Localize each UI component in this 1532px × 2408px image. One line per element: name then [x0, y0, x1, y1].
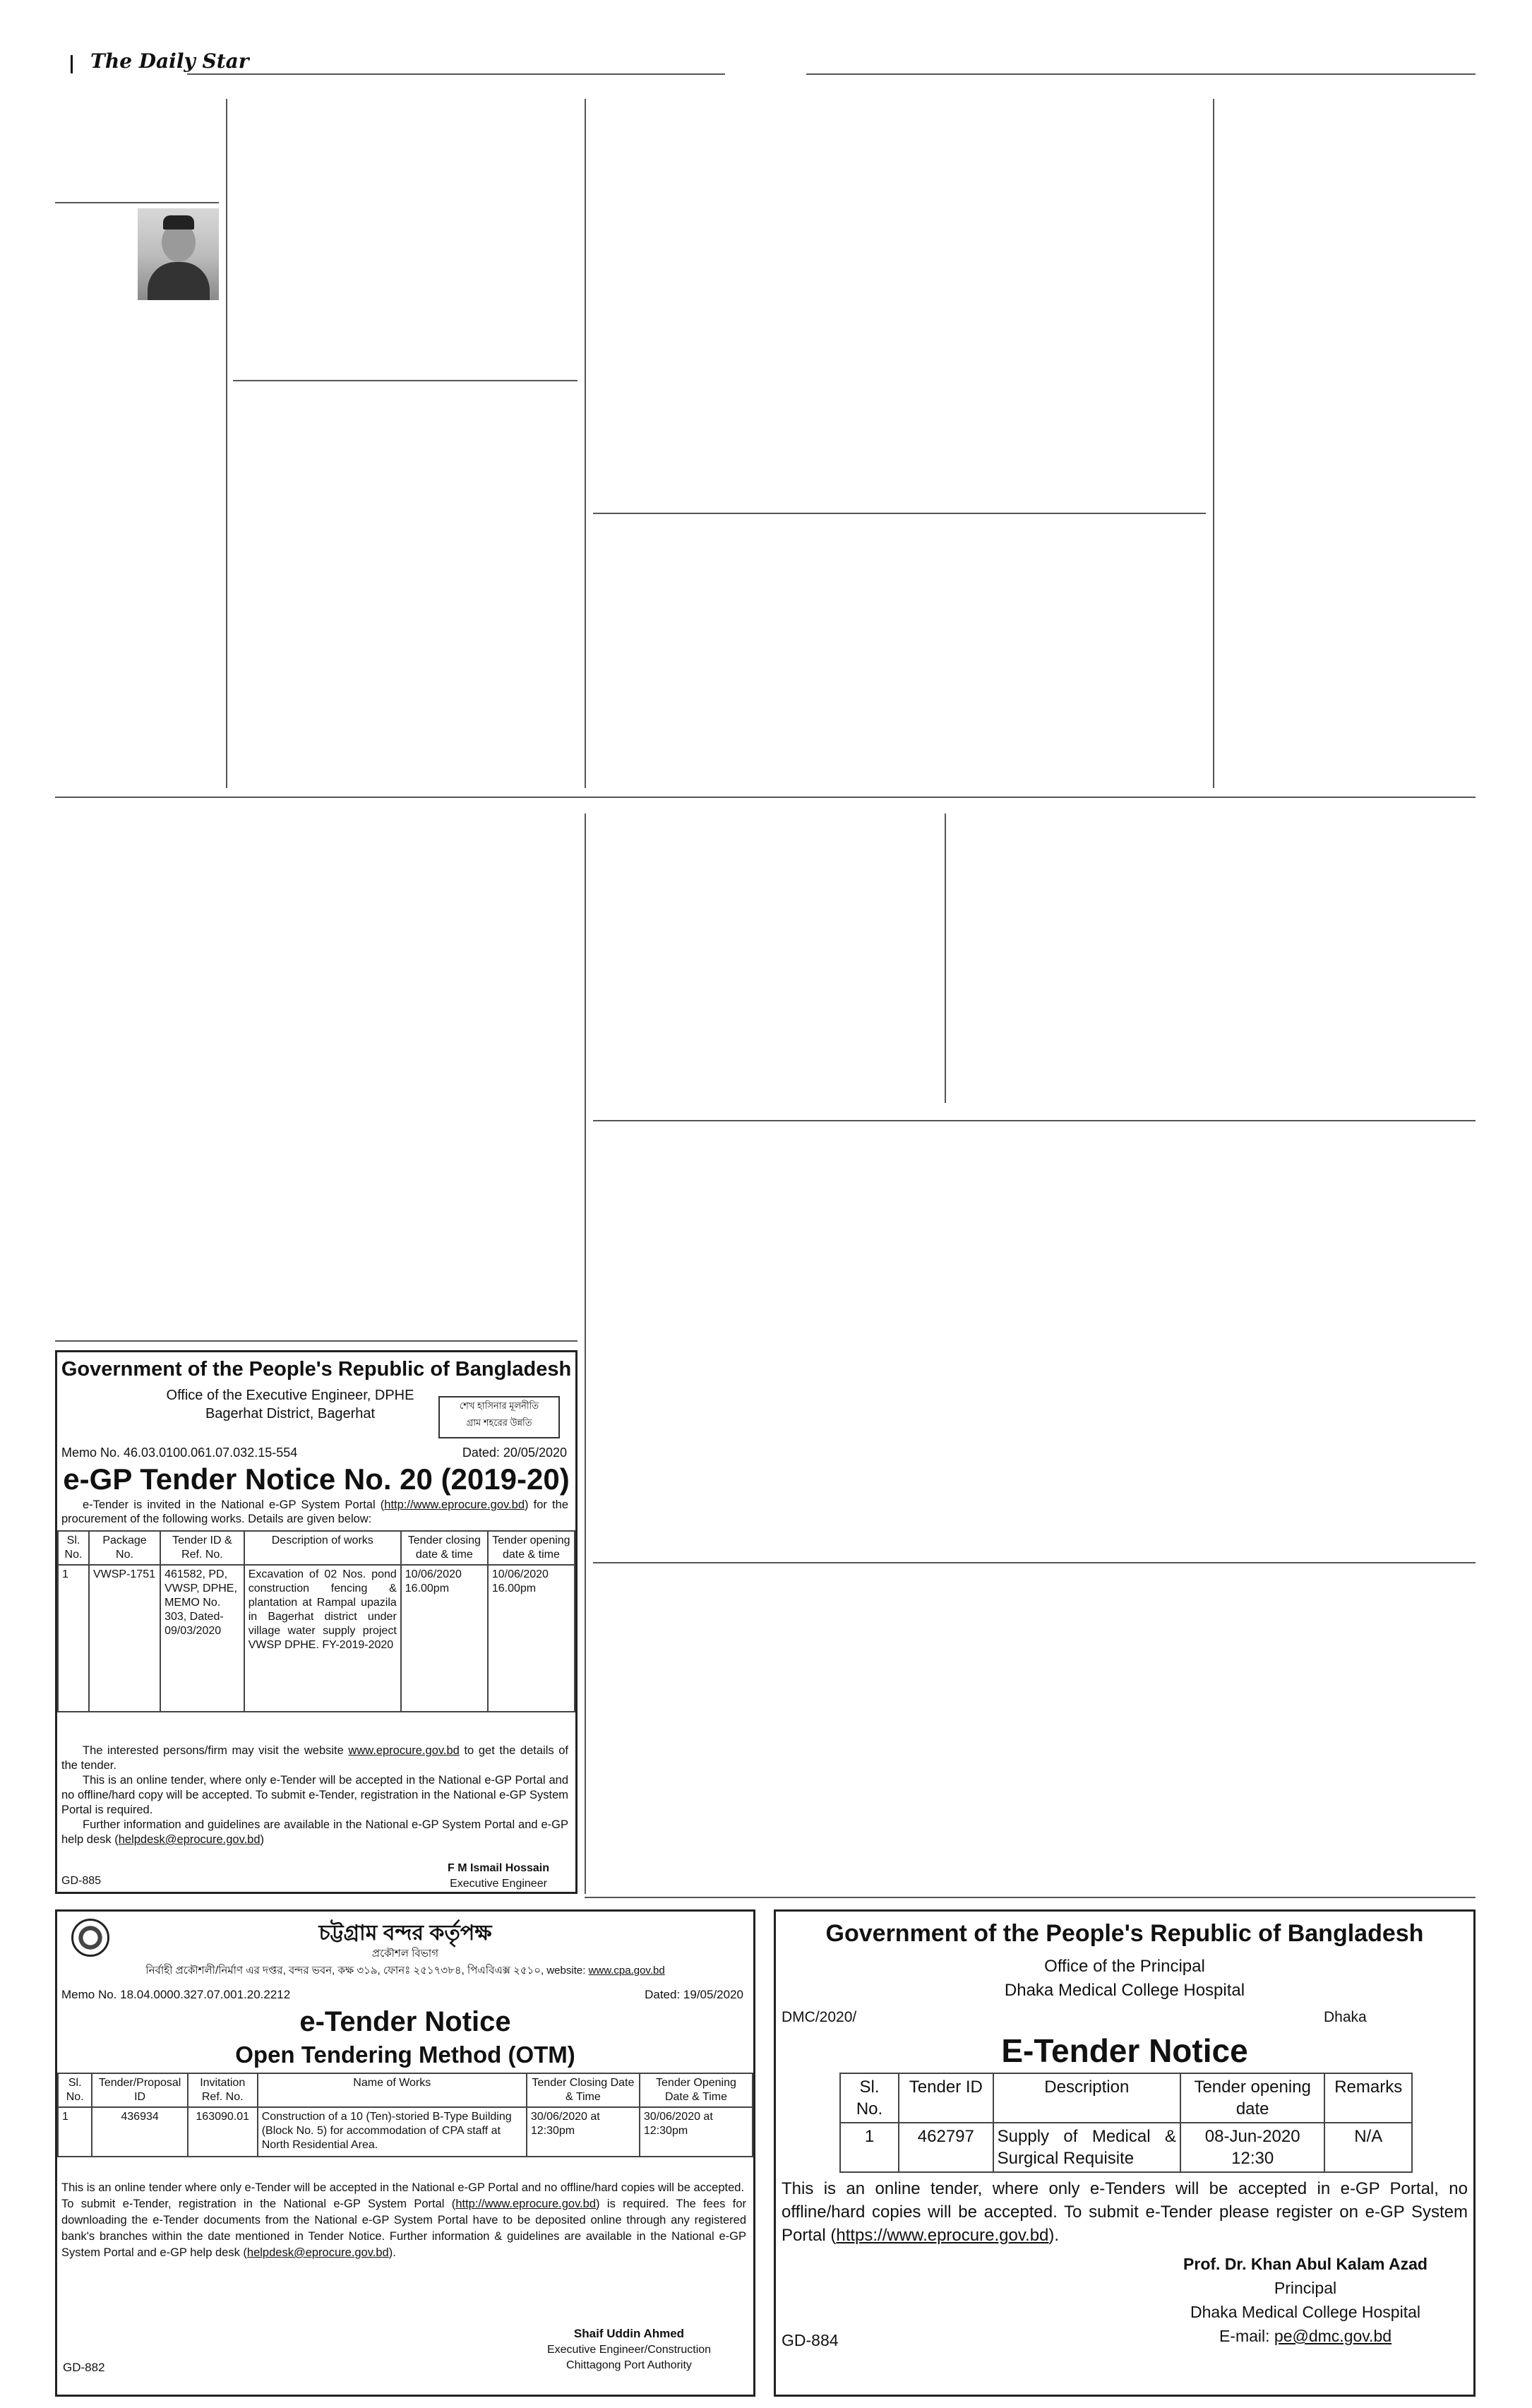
col-header: Tender ID & Ref. No.: [160, 1531, 244, 1565]
notice-title: e-GP Tender Notice No. 20 (2019-20): [63, 1462, 570, 1496]
col-header: Tender/Proposal ID: [92, 2073, 187, 2107]
col-header: Name of Works: [258, 2073, 527, 2107]
col-header: Remarks: [1324, 2073, 1412, 2123]
place: Dhaka: [1324, 2009, 1367, 2025]
body-text: [61, 1744, 568, 1847]
col-header: Sl. No.: [58, 1531, 89, 1565]
paragraph: To submit e-Tender, registration in the National e-GP System Portal (http://www.eprocure.gov.bd) is required. The fees for downloading the e-Tender documents from the National e-GP System Portal have to be deposited online through any registered bank's branches within the date mentioned in Tender Notice. Further information & guidelines are available in the National e-GP System Portal and e-GP help desk (helpdesk@eprocure.gov.bd).: [61, 2198, 746, 2259]
helpdesk-link[interactable]: helpdesk@eprocure.gov.bd: [118, 1833, 261, 1846]
paragraph: This is an online tender where only e-Tender will be accepted in the National e-GP Portal and no offline/hard copies will be accepted.: [61, 2181, 745, 2194]
eprocure-link[interactable]: www.eprocure.gov.bd: [348, 1744, 460, 1757]
story-rule: [233, 380, 578, 381]
ad-office: Office of the Principal: [1044, 1957, 1205, 1976]
col-header: Sl. No.: [58, 2073, 92, 2107]
body-text: This is an online tender, where only e-Tenders will be accepted in e-GP Portal, no offline/hard copies will be accepted. To submit e-Tender please register on e-GP System Portal (https://www.eprocure.gov.bd).: [782, 2179, 1468, 2245]
eprocure-link[interactable]: https://www.eprocure.gov.bd: [836, 2226, 1049, 2245]
memo-date: Dated: 20/05/2020: [462, 1446, 567, 1460]
dept-bn: প্রকৌশল বিভাগ: [371, 1948, 439, 1960]
table-cell: Construction of a 10 (Ten)-storied B-Type Building (Block No. 5) for accommodation of CPA staff at North Residential Area.: [258, 2107, 527, 2157]
column-divider: [585, 99, 586, 788]
column-divider: [585, 813, 586, 1894]
ad-code: GD-884: [782, 2331, 839, 2349]
ad-district: Bagerhat District, Bagerhat: [205, 1406, 376, 1421]
col-header: Tender Opening Date & Time: [640, 2073, 753, 2107]
table-cell: 1: [840, 2123, 899, 2172]
paragraph: Further information and guidelines are available in the National e-GP System Portal and e-GP help desk (helpdesk@eprocure.gov.bd): [61, 1818, 568, 1846]
helpdesk-link[interactable]: helpdesk@eprocure.gov.bd: [246, 2246, 389, 2259]
table-header-row: [58, 2073, 753, 2107]
table-cell: 461582, PD, VWSP, DPHE, MEMO No. 303, Dated-09/03/2020: [160, 1565, 244, 1712]
ad-code: GD-885: [61, 1875, 102, 1887]
ad-gov-title: Government of the People's Republic of Bangladesh: [61, 1358, 572, 1381]
email-line: E-mail: pe@dmc.gov.bd: [1219, 2327, 1392, 2345]
notice-subtitle: Open Tendering Method (OTM): [235, 2042, 575, 2068]
body-text: [61, 2180, 746, 2261]
table-cell: Supply of Medical & Surgical Requisite: [993, 2123, 1180, 2172]
story-rule: [593, 1120, 1476, 1121]
table-row: [58, 2107, 753, 2157]
masthead-rule: [71, 55, 73, 73]
signer-name: Prof. Dr. Khan Abul Kalam Azad: [1183, 2255, 1428, 2273]
signer-org: Dhaka Medical College Hospital: [1190, 2303, 1420, 2321]
slogan-line: গ্রাম শহরের উন্নতি: [466, 1417, 532, 1428]
memo-date: Dated: 19/05/2020: [645, 1988, 743, 2001]
col-header: Tender closing date & time: [401, 1531, 488, 1565]
table-cell: N/A: [1324, 2123, 1412, 2172]
col-header: Tender ID: [899, 2073, 993, 2123]
table-cell: 08-Jun-2020 12:30: [1180, 2123, 1325, 2172]
table-header-row: [58, 1531, 575, 1565]
story-rule: [55, 1340, 578, 1342]
table-cell: 10/06/2020 16.00pm: [488, 1565, 575, 1712]
slogan-box: [438, 1396, 560, 1438]
notice-title: E-Tender Notice: [1001, 2032, 1248, 2069]
eprocure-link[interactable]: http://www.eprocure.gov.bd: [455, 2198, 597, 2210]
ref-number: DMC/2020/: [782, 2009, 857, 2025]
col-header: Tender opening date & time: [488, 1531, 575, 1565]
table-cell: 30/06/2020 at 12:30pm: [527, 2107, 640, 2157]
column-divider: [226, 99, 227, 788]
table-row: [840, 2123, 1412, 2172]
columnist-photo: [138, 208, 219, 300]
column-divider: [1213, 99, 1214, 788]
tender-table: [57, 2073, 753, 2157]
tender-ad-cpa: [55, 1909, 755, 2397]
paragraph: The interested persons/firm may visit the website www.eprocure.gov.bd to get the details of the tender.: [61, 1744, 568, 1772]
signer-designation: Executive Engineer/Construction: [546, 2344, 712, 2356]
tender-table: [57, 1530, 575, 1712]
memo-number: Memo No. 46.03.0100.061.07.032.15-554: [61, 1446, 298, 1460]
story-rule: [593, 513, 1206, 514]
tender-ad-dphe: [55, 1350, 578, 1894]
col-header: Invitation Ref. No.: [188, 2073, 258, 2107]
tender-ad-dmch: [774, 1909, 1476, 2397]
ad-gov-title: Government of the People's Republic of Bangladesh: [825, 1920, 1424, 1947]
slogan-line: শেখ হাসিনার মূলনীতি: [459, 1400, 539, 1411]
table-header-row: [840, 2073, 1412, 2123]
col-header: Sl. No.: [840, 2073, 899, 2123]
signer-org: Chittagong Port Authority: [566, 2359, 692, 2371]
col-header: Package No.: [89, 1531, 160, 1565]
table-cell: 30/06/2020 at 12:30pm: [640, 2107, 753, 2157]
table-row: [58, 1565, 575, 1712]
paragraph: This is an online tender, where only e-Tender will be accepted in the National e-GP Portal and no offline/hard copy will be accepted. To submit e-Tender, registration in the National e-GP System Portal is required.: [61, 1774, 568, 1816]
table-cell: Excavation of 02 Nos. pond construction fencing & plantation at Rampal upazila in Bagerhat district under village water supply project VWSP DPHE. FY-2019-2020: [244, 1565, 401, 1712]
table-cell: 462797: [899, 2123, 993, 2172]
story-rule: [593, 1562, 1476, 1563]
table-cell: 436934: [92, 2107, 187, 2157]
section-rule: [585, 1897, 1476, 1898]
ad-office: Office of the Executive Engineer, DPHE: [166, 1388, 414, 1403]
col-header: Description of works: [244, 1531, 401, 1565]
tender-table: [839, 2073, 1413, 2173]
masthead-logo: The Daily Star: [90, 49, 249, 73]
column-divider: [945, 813, 946, 1103]
cpa-website-link[interactable]: www.cpa.gov.bd: [588, 1965, 665, 1977]
header-rule-right: [806, 73, 1476, 75]
email-link[interactable]: pe@dmc.gov.bd: [1274, 2327, 1392, 2345]
intro-text: e-Tender is invited in the National e-GP System Portal (http://www.eprocure.gov.bd) for the procurement of the following works. Details are given below:: [61, 1498, 568, 1525]
ad-code: GD-882: [63, 2361, 105, 2374]
column-rule: [55, 202, 219, 203]
notice-title: e-Tender Notice: [299, 2006, 511, 2037]
address-bn: নির্বাহী প্রকৌশলী/নির্মাণ এর দপ্তর, বন্দর ভবন, কক্ষ ৩১৯, ফোনঃ ২৫১৭৩৮৪, পিএবিএক্স ২৫১০, website: www.cpa.gov.bd: [145, 1965, 665, 1977]
section-rule: [55, 797, 1476, 798]
table-cell: VWSP-1751: [89, 1565, 160, 1712]
signer-designation: Principal: [1274, 2279, 1337, 2297]
header-rule-left: [187, 73, 725, 75]
signer-name: F M Ismail Hossain: [447, 1862, 550, 1874]
signer-designation: Executive Engineer: [450, 1878, 547, 1890]
table-cell: 10/06/2020 16.00pm: [401, 1565, 488, 1712]
col-header: Description: [993, 2073, 1180, 2123]
col-header: Tender opening date: [1180, 2073, 1325, 2123]
table-cell: 1: [58, 1565, 89, 1712]
ad-hospital: Dhaka Medical College Hospital: [1004, 1981, 1245, 2000]
org-name-bn: চট্টগ্রাম বন্দর কর্তৃপক্ষ: [318, 1921, 492, 1945]
eprocure-link[interactable]: http://www.eprocure.gov.bd: [384, 1498, 525, 1511]
signer-name: Shaif Uddin Ahmed: [573, 2327, 685, 2340]
table-cell: 163090.01: [188, 2107, 258, 2157]
table-cell: 1: [58, 2107, 92, 2157]
memo-number: Memo No. 18.04.0000.327.07.001.20.2212: [61, 1988, 291, 2001]
col-header: Tender Closing Date & Time: [527, 2073, 640, 2107]
